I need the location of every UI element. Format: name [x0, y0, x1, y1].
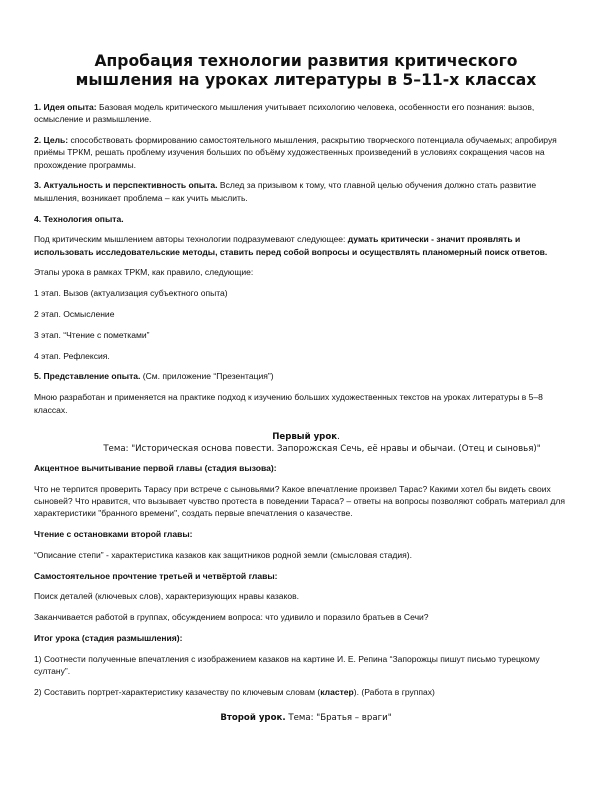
section-goal-text: способствовать формированию самостоятельного мышления, раскрытию творческого потенциала обучаемых; апробируя приёмы ТРКМ, решать проблему изучения больших по объёму художественных произведений в условиях сокращения часов на прохождение программы. — [34, 135, 557, 170]
section-presentation — [34, 370, 578, 382]
section-goal — [34, 134, 578, 171]
lesson2-topic: Тема: "Братья – враги" — [285, 713, 392, 724]
lesson1-heading — [34, 431, 578, 443]
lesson1-heading-text: Первый урок — [272, 431, 338, 442]
lesson2-heading-text: Второй урок. — [220, 713, 286, 724]
stage-item: 3 этап. “Чтение с пометками” — [34, 329, 150, 340]
block-paragraph: “Описание степи” - характеристика казаков как защитников родной земли (смысловая стадия). — [34, 549, 412, 560]
document-title — [34, 52, 578, 90]
summary-item-2-post: ). (Работа в группах) — [353, 686, 435, 697]
lesson1-topic: Тема: "Историческая основа повести. Запорожская Сечь, её нравы и обычаи. (Отец и сыновья)" — [103, 443, 541, 454]
section-idea-label: 1. Идея опыта: — [34, 102, 97, 112]
section-idea — [34, 101, 578, 126]
stage-item: 4 этап. Рефлексия. — [34, 350, 110, 361]
section-technology-heading: 4. Технология опыта. — [34, 213, 124, 224]
stage-item: 2 этап. Осмысление — [34, 309, 115, 320]
summary-item-1: 1) Соотнести полученные впечатления с изображением казаков на картине И. Е. Репина “Запорожцы пишут письмо турецкому султану”. — [34, 653, 540, 677]
block-paragraph: Поиск деталей (ключевых слов), характеризующих нравы казаков. — [34, 591, 300, 602]
approach-paragraph: Мною разработан и применяется на практике подход к изучению больших художественных текстов на уроках литературы в 5–8 классах. — [34, 392, 543, 415]
summary-heading: Итог урока (стадия размышления): — [34, 633, 183, 644]
stages-intro: Этапы урока в рамках ТРКМ, как правило, следующие: — [34, 267, 254, 278]
technology-definition — [34, 233, 578, 258]
summary-item-2-bold: кластер — [320, 686, 354, 697]
technology-definition-bold: думать критически - значит проявлять и использовать исследовательские методы, ставить перед собой вопросы и осуществлять планомерный поиск ответов. — [34, 234, 548, 257]
section-relevance — [34, 179, 578, 204]
section-idea-text: Базовая модель критического мышления учитывает психологию человека, особенности его познания: вызов, осмысление и размышление. — [34, 102, 535, 125]
title-line-2: мышления на уроках литературы в 5–11-х классах — [75, 71, 537, 89]
block-paragraph: Что не терпится проверить Тарасу при встрече с сыновьями? Какое впечатление произвел Тарас? Какими хотел бы видеть своих сыновей? Что нравится, что вызывает чувство протеста в поведении Тараса? – ответы на вопросы позволяют собрать материал для характеристики "бранного времени", создать первые впечатления о казачестве. — [34, 483, 565, 519]
summary-item-2-pre: 2) Составить портрет-характеристику казачеству по ключевым словам ( — [34, 686, 321, 697]
block-heading: Акцентное вычитывание первой главы (стадия вызова): — [34, 462, 277, 473]
stage-item: 1 этап. Вызов (актуализация субъектного опыта) — [34, 288, 228, 299]
section-relevance-label: 3. Актуальность и перспективность опыта. — [34, 180, 218, 191]
summary-item-2 — [34, 686, 578, 698]
block-heading: Самостоятельное прочтение третьей и четвёртой главы: — [34, 570, 278, 581]
section-goal-label: 2. Цель: — [34, 135, 69, 146]
block-heading: Чтение с остановками второй главы: — [34, 529, 193, 540]
section-presentation-label: 5. Представление опыта. — [34, 371, 141, 382]
section-relevance-text: Вслед за призывом к тому, что главной целью обучения должно стать развитие мышления, возникает проблема – как учить мыслить. — [34, 180, 537, 203]
title-line-1: Апробация технологии развития критического — [94, 52, 518, 70]
block-paragraph: Заканчивается работой в группах, обсуждением вопроса: что удивило и поразило братьев в Сечи? — [34, 612, 429, 623]
technology-intro: Под критическим мышлением авторы технологии подразумевают следующее: — [34, 234, 348, 245]
lesson2-heading — [34, 712, 578, 724]
section-presentation-text: (См. приложение “Презентация”) — [140, 371, 274, 382]
lesson1-heading-dot: . — [337, 431, 340, 442]
